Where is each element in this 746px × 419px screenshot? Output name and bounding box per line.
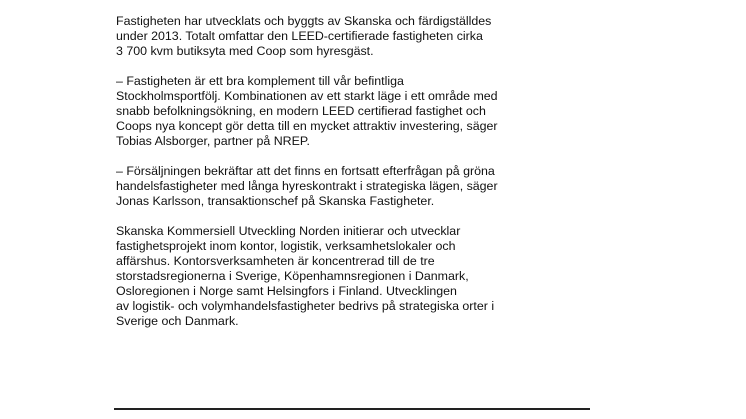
text-line: Stockholmsportfölj. Kombinationen av ett starkt läge i ett område med <box>116 89 498 103</box>
text-line: fastighetsprojekt inom kontor, logistik, verksamhetslokaler och <box>116 239 456 253</box>
text-line: Fastigheten har utvecklats och byggts av Skanska och färdigställdes <box>116 14 492 28</box>
document-body <box>116 14 596 344</box>
text-line: av logistik- och volymhandelsfastigheter bedrivs på strategiska orter i <box>116 299 495 313</box>
text-line: Tobias Alsborger, partner på NREP. <box>116 134 310 148</box>
text-line: Coops nya koncept gör detta till en mycket attraktiv investering, säger <box>116 119 498 133</box>
paragraph-quote-karlsson <box>116 164 596 209</box>
section-divider <box>114 408 590 410</box>
paragraph-quote-alsborger <box>116 74 596 149</box>
text-line: snabb befolkningsökning, en modern LEED certifierad fastighet och <box>116 104 486 118</box>
text-line: handelsfastigheter med långa hyreskontrakt i strategiska lägen, säger <box>116 179 498 193</box>
text-line: Sverige och Danmark. <box>116 314 239 328</box>
text-line: affärshus. Kontorsverksamheten är koncentrerad till de tre <box>116 254 435 268</box>
text-line: Skanska Kommersiell Utveckling Norden initierar och utvecklar <box>116 224 461 238</box>
text-line: – Fastigheten är ett bra komplement till vår befintliga <box>116 74 404 88</box>
text-line: storstadsregionerna i Sverige, Köpenhamnsregionen i Danmark, <box>116 269 469 283</box>
text-line: Jonas Karlsson, transaktionschef på Skanska Fastigheter. <box>116 194 435 208</box>
text-line: – Försäljningen bekräftar att det finns en fortsatt efterfrågan på gröna <box>116 164 495 178</box>
text-line: 3 700 kvm butiksyta med Coop som hyresgäst. <box>116 44 374 58</box>
paragraph-company-description <box>116 224 596 329</box>
text-line: under 2013. Totalt omfattar den LEED-certifierade fastigheten cirka <box>116 29 483 43</box>
text-line: Osloregionen i Norge samt Helsingfors i Finland. Utvecklingen <box>116 284 457 298</box>
paragraph-property-development <box>116 14 596 59</box>
